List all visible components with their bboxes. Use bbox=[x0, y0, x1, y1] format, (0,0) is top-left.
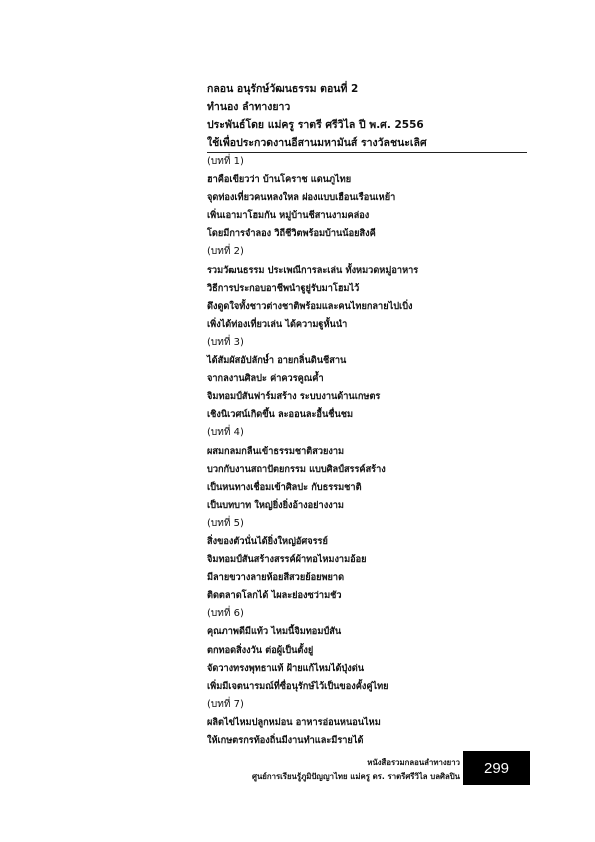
poem-line: ให้เกษตรกรท้องถิ่นมีงานทำและมีรายได้ bbox=[207, 735, 364, 746]
page-number: 299 bbox=[483, 759, 510, 777]
poem-title: กลอน อนุรักษ์วัฒนธรรม ตอนที่ 2 bbox=[207, 83, 359, 95]
stanza-heading: (บทที่ 5) bbox=[207, 517, 244, 529]
purpose-line: ใช้เพื่อประกวดงานอีสานมหามันส์ รางวัลชนะเลิศ bbox=[207, 134, 527, 153]
poem-line: บวกกับงานสถาปัตยกรรม แบบศิลป์สรรค์สร้าง bbox=[207, 463, 386, 475]
poem-line: เชิงนิเวศน์เกิดขึ้น ละออนละอื้นชื่นชม bbox=[207, 409, 354, 421]
page-number-box bbox=[463, 751, 530, 785]
poem-line: จุดท่องเที่ยวคนหลงใหล ฝองแบบเฮือนเรือนเหย้า bbox=[207, 192, 396, 204]
poem-line: วิธีการประกอบอาชีพนำฐูยู่รับมาโฮมไว้ bbox=[207, 282, 360, 294]
poem-line: จิมทอมป์สันสร้างสรรค์ผ้าทอไหมงามอ้อย bbox=[207, 554, 367, 566]
poem-line: ฮาคือเขียวว่า บ้านโคราช แดนภูไทย bbox=[207, 174, 352, 186]
footer-book-title: หนังสือรวมกลอนลำทางยาว bbox=[367, 758, 460, 767]
poem-line: เป็นบทบาท ใหญ่ยิ่งยิ่งอ้างอย่างงาม bbox=[207, 499, 344, 511]
poem-header bbox=[207, 80, 527, 153]
poem-line: มีลายขวางลายห้อยสีสวยย้อยพยาด bbox=[207, 572, 345, 584]
poem-line: จิมทอมป์สันฟาร์มสร้าง ระบบงานด้านเกษตร bbox=[207, 391, 381, 403]
poem-line: ดึงดูดใจทั้งชาวต่างชาติพร้อมและคนไทยกลายไปเบิ่ง bbox=[207, 300, 413, 312]
stanza-heading: (บทที่ 4) bbox=[207, 427, 244, 439]
stanza-heading: (บทที่ 1) bbox=[207, 156, 244, 167]
poem-line: รวมวัฒนธรรม ประเพณีการละเล่น ทั้งหมวดหมู่อาหาร bbox=[207, 264, 419, 276]
poem-line: เป็นหนทางเชื่อมเข้าศิลปะ กับธรรมชาติ bbox=[207, 481, 362, 493]
melody-line: ทำนอง ลำทางยาว bbox=[207, 101, 291, 113]
stanza-heading: (บทที่ 2) bbox=[207, 246, 244, 258]
poem-body bbox=[207, 153, 507, 750]
poem-line: สิ่งของตัวนั่นได้ยิ่งใหญ่อัศจรรย์ bbox=[207, 535, 328, 547]
poem-line: คุณภาพดีมีแท้ว ไหมนี้จิมทอมป์สัน bbox=[207, 626, 342, 638]
poem-line: ได้สัมผัสอัปลักษ์ำ อายกลิ่นดินชีสาน bbox=[207, 355, 347, 367]
poem-line: เพิ่งได้ท่องเที่ยวเล่น ได้ความฐูหั้นนำ bbox=[207, 318, 348, 330]
poem-line: ตกทอดสิ่งงวัน ต่อผู้เป็นตั้งยู่ bbox=[207, 644, 314, 656]
poem-line: ผสมกลมกลืนเข้าธรรมชาติสวยงาม bbox=[207, 445, 345, 457]
poem-line: ผลิตไข่ไหมปลูกหม่อน อาหารอ่อนหนอนไหม bbox=[207, 716, 381, 728]
stanza-heading: (บทที่ 7) bbox=[207, 698, 244, 710]
poem-line: จัดวางทรงพุทธาแท้ ฝ้ายแก้ไหมได้ปุ่งด่น bbox=[207, 662, 364, 674]
poem-line: เพิ่มมีเจตนารมณ์ที่ซื่อนุรักษ์ไว้เป็นของคั้งคู่ไทย bbox=[207, 680, 389, 692]
composer-line: ประพันธ์โดย แม่ครู ราตรี ศรีวิไล ปี พ.ศ. 2556 bbox=[207, 119, 424, 131]
footer-center-name: ศูนย์การเรียนรู้ภูมิปัญญาไทย แม่ครู ดร. ราตรีศรีวิไล บลศิลปิน bbox=[252, 772, 460, 781]
stanza-heading: (บทที่ 3) bbox=[207, 336, 244, 348]
poem-line: จากลงานศิลปะ ค่าควรคูณค้ำ bbox=[207, 373, 324, 385]
poem-line: ติดตลาดโลกได้ ไผละย่องซว่ามชัว bbox=[207, 590, 342, 602]
poem-line: เพิ่นเอามาโฮมกัน หมู่บ้านชีสานงามคล่อง bbox=[207, 210, 370, 222]
stanza-heading: (บทที่ 6) bbox=[207, 608, 244, 620]
poem-line: โดยมีการจำลอง วิถีชีวิตพร้อมบ้านน้อยสิงคี bbox=[207, 228, 376, 240]
